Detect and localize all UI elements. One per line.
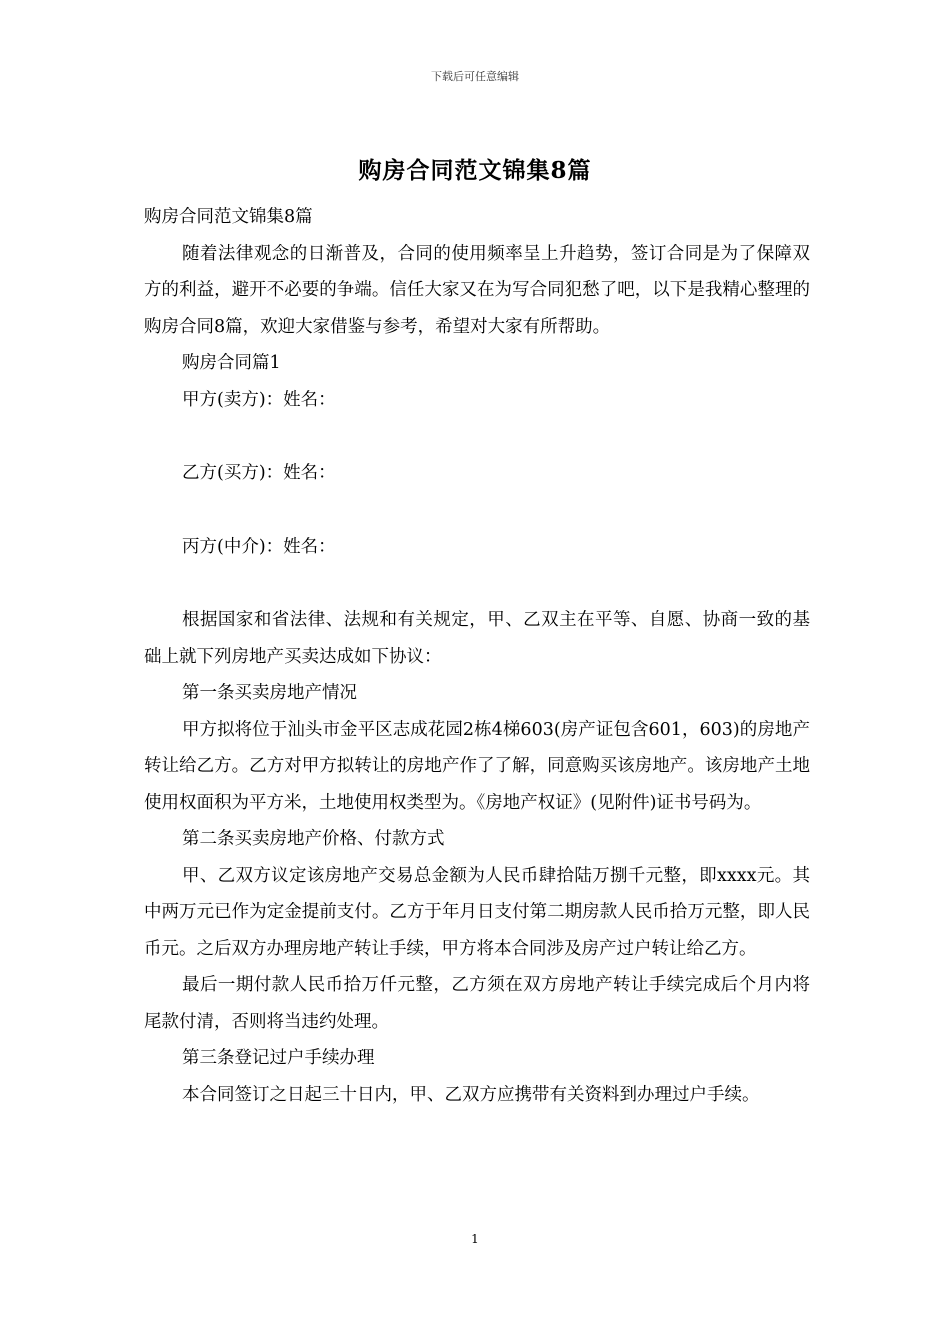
header-note: 下载后可任意编辑 [431,70,519,83]
page-number: 1 [471,1232,479,1246]
party-a-line: 甲方(卖方)：姓名： [182,389,336,410]
article3-body: 本合同签订之日起三十日内，甲、乙双方应携带有关资料到办理过户手续。 [182,1084,760,1105]
document-title: 购房合同范文锦集8篇 [358,157,592,184]
document-subtitle: 购房合同范文锦集8篇 [144,207,313,227]
document-body [144,199,810,1113]
article3-title: 第三条登记过户手续办理 [182,1048,375,1068]
article2-body-payment: 甲、乙双方议定该房地产交易总金额为人民币肆拾陆万捌千元整，即xxxx元。其中两万元已作为定金提前支付。乙方于年月日支付第二期房款人民币拾万元整，即人民币元。之后双方办理房地产转让手续，甲方将本合同涉及房产过户转让给乙方。 [144,865,810,959]
blank-line [144,418,810,455]
article2-body-final-payment: 最后一期付款人民币拾万仟元整，乙方须在双方房地产转让手续完成后个月内将尾款付清，否则将当违约处理。 [144,975,810,1032]
article2-title: 第二条买卖房地产价格、付款方式 [182,829,445,849]
intro-paragraph: 随着法律观念的日渐普及，合同的使用频率呈上升趋势，签订合同是为了保障双方的利益，避开不必要的争端。信任大家又在为写合同犯愁了吧，以下是我精心整理的购房合同8篇，欢迎大家借鉴与参考，希望对大家有所帮助。 [144,243,810,337]
agreement-paragraph: 根据国家和省法律、法规和有关规定，甲、乙双主在平等、自愿、协商一致的基础上就下列房地产买卖达成如下协议： [144,610,810,667]
blank-line [144,492,810,529]
party-c-line: 丙方(中介)：姓名： [182,536,336,557]
section-heading: 购房合同篇1 [182,353,281,373]
article1-body: 甲方拟将位于汕头市金平区志成花园2栋4梯603(房产证包含601，603)的房地产转让给乙方。乙方对甲方拟转让的房地产作了了解，同意购买该房地产。该房地产土地使用权面积为平方米，土地使用权类型为。《房地产权证》(见附件)证书号码为。 [144,719,810,813]
party-b-line: 乙方(买方)：姓名： [182,463,336,483]
article1-title: 第一条买卖房地产情况 [182,683,357,703]
blank-line [144,565,810,602]
